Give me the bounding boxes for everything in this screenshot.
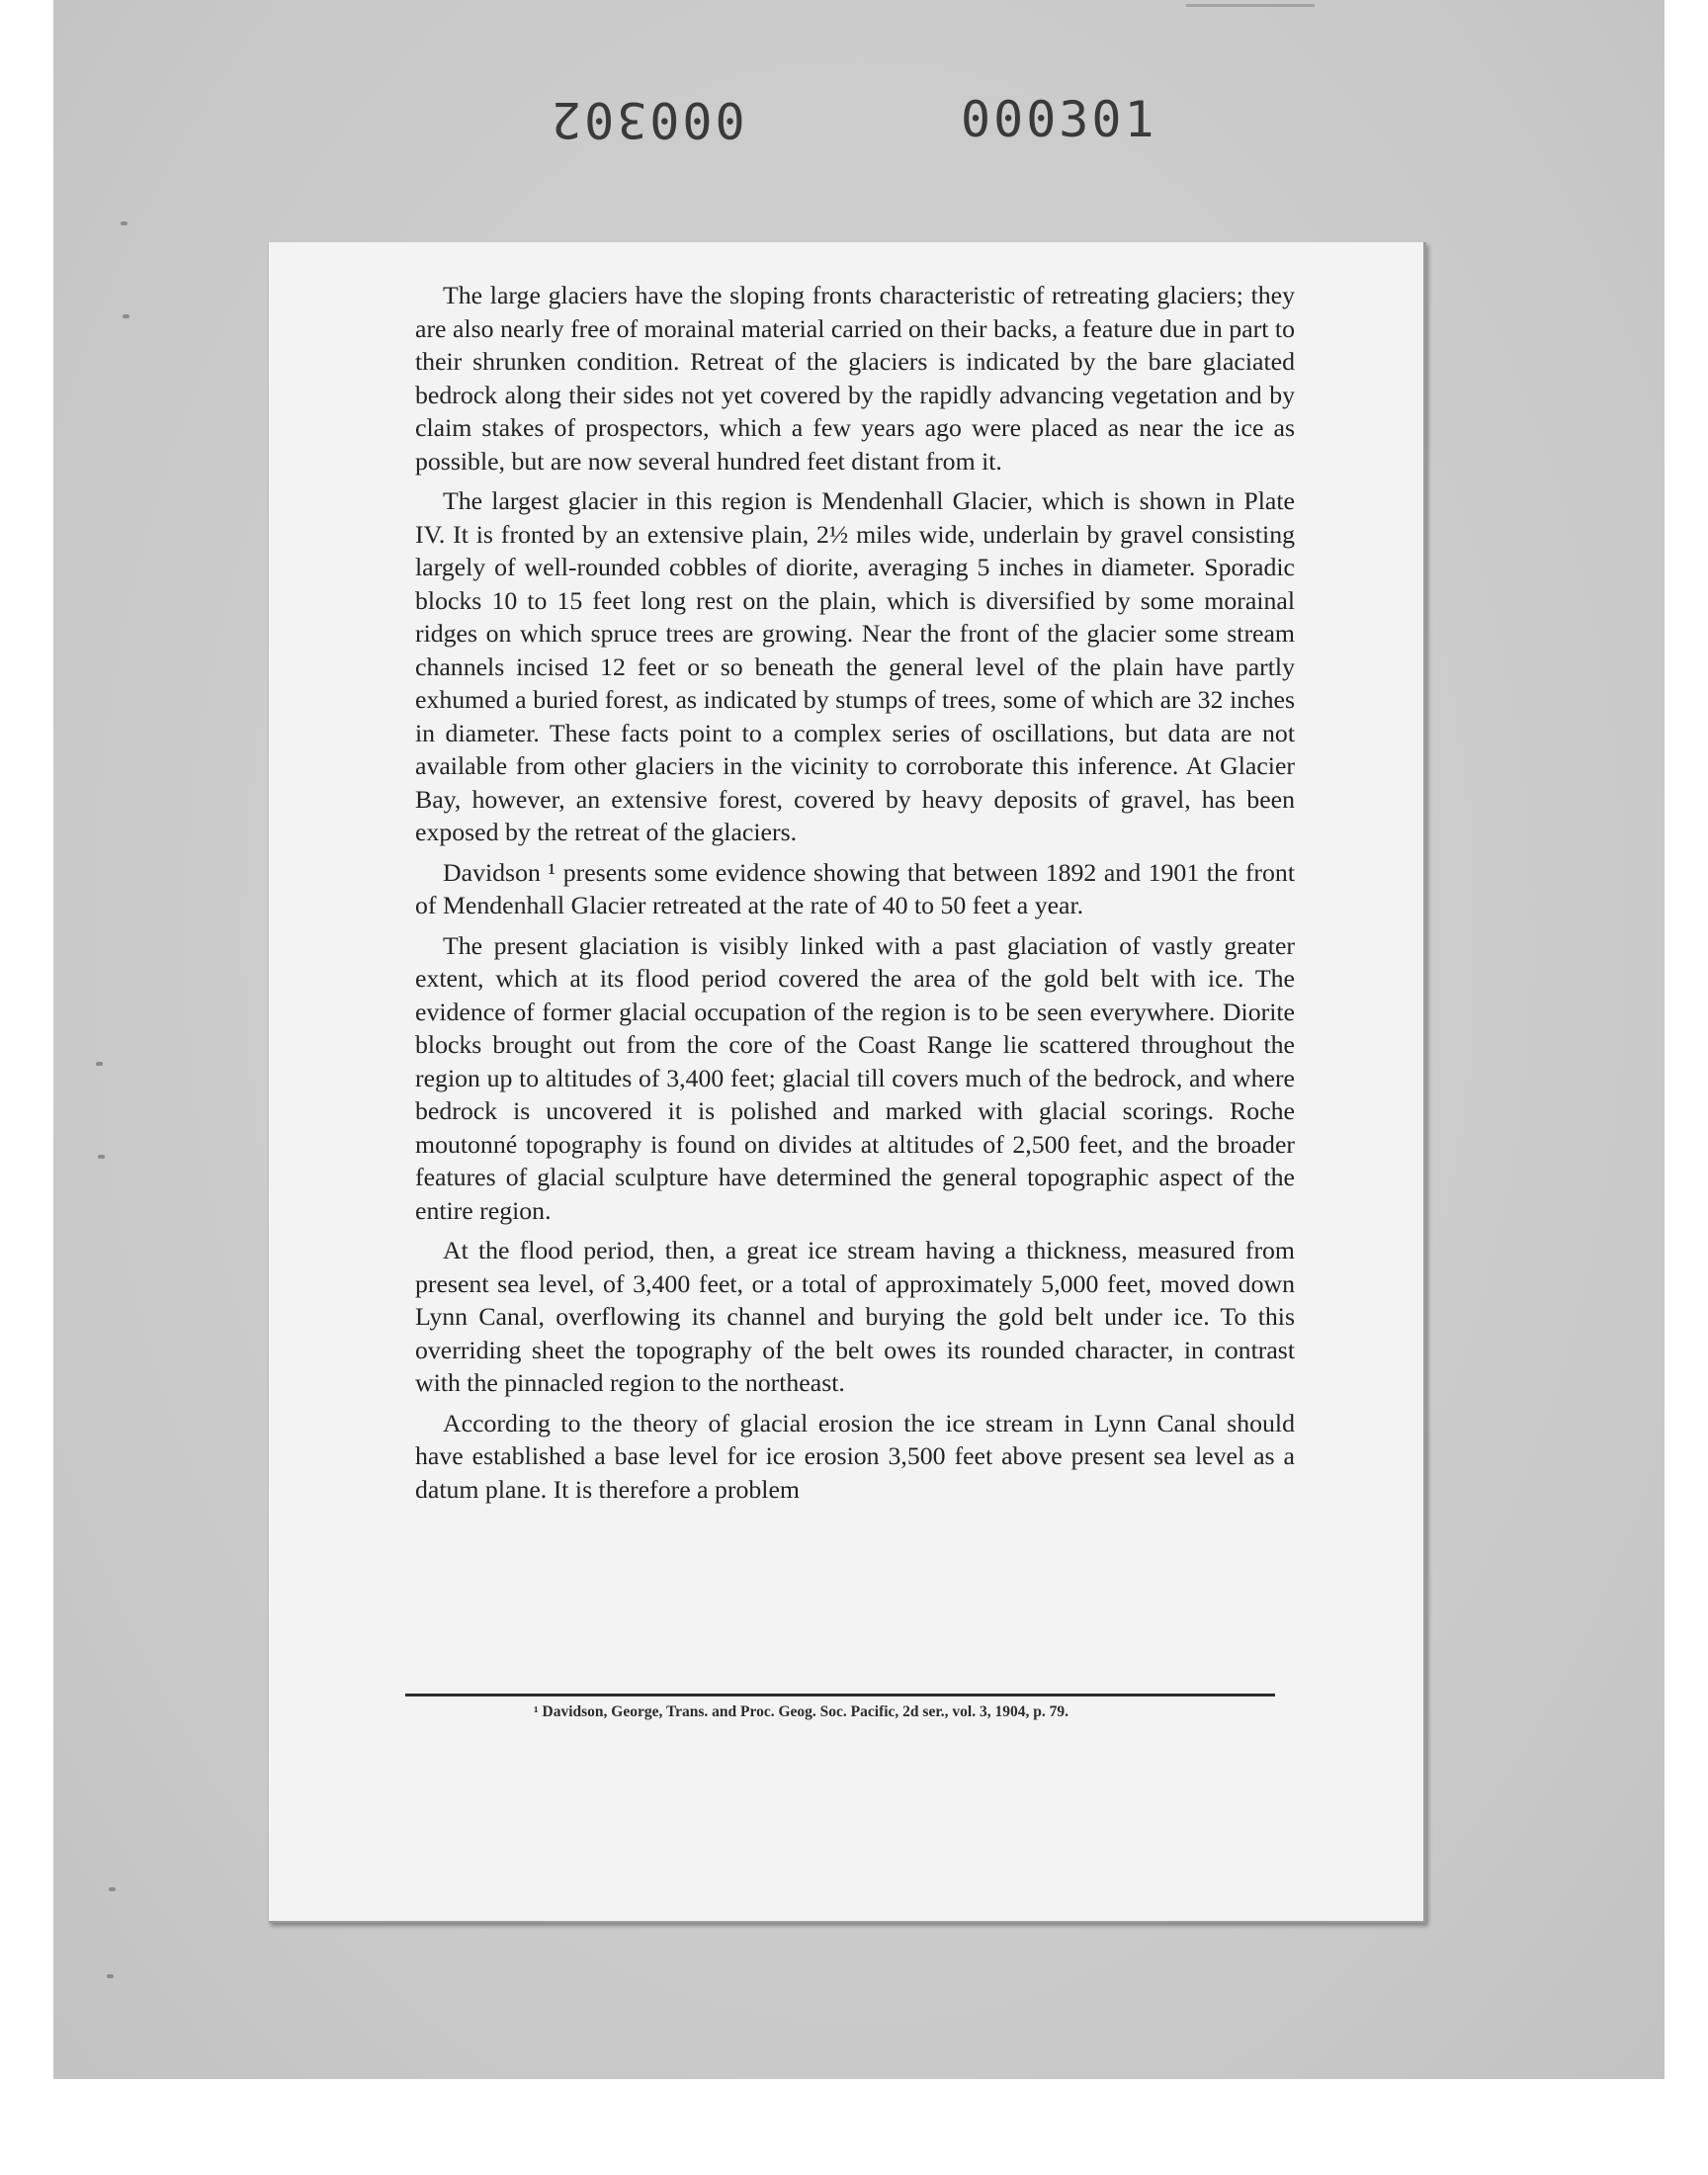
paragraph: At the flood period, then, a great ice stream having a thickness, measured from present sea level, of 3,400 feet, or a total of approximately 5,000 feet, moved down Lynn Canal, overflowing its channel and burying the gold belt under ice. To this overriding sheet the topography of the belt owes its rounded character, in contrast with the pinnacled region to the northeast.: [415, 1236, 1295, 1397]
body-text: [415, 279, 1295, 1513]
scan-speck: [96, 1062, 103, 1066]
scan-speck: [121, 221, 128, 225]
footnote-rule: [405, 1694, 1275, 1696]
footnote: ¹ Davidson, George, Trans. and Proc. Geog. Soc. Pacific, 2d ser., vol. 3, 1904, p. 79.: [534, 1703, 1068, 1720]
scan-speck: [107, 1974, 114, 1978]
scan-edge-line: [1186, 4, 1315, 7]
page-stamp: 000301: [961, 91, 1157, 148]
scan-speck: [123, 314, 129, 318]
paragraph: Davidson ¹ presents some evidence showing that between 1892 and 1901 the front of Mendenhall Glacier retreated at the rate of 40 to 50 feet a year.: [415, 857, 1295, 919]
page-stamp-inverted: 000302: [549, 91, 745, 148]
paragraph: The large glaciers have the sloping fronts characteristic of retreating glaciers; they are also nearly free of morainal material carried on their backs, a feature due in part to their shrunken condition. Retreat of the glaciers is indicated by the bare glaciated bedrock along their sides not yet covered by the rapidly advancing vegetation and by claim stakes of prospectors, which a few years ago were placed as near the ice as possible, but are now several hundred feet distant from it.: [415, 281, 1295, 476]
paragraph: According to the theory of glacial erosion the ice stream in Lynn Canal should have established a base level for ice erosion 3,500 feet above present sea level as a datum plane. It is therefore a problem: [415, 1408, 1295, 1504]
scan-speck: [98, 1155, 105, 1159]
document-page: [269, 242, 1426, 1923]
scan-speck: [109, 1887, 116, 1891]
paragraph: The largest glacier in this region is Mendenhall Glacier, which is shown in Plate IV. It is fronted by an extensive plain, 2½ miles wide, underlain by gravel consisting largely of well-rounded cobbles of diorite, averaging 5 inches in diameter. Sporadic blocks 10 to 15 feet long rest on the plain, which is diversified by some morainal ridges on which spruce trees are growing. Near the front of the glacier some stream channels incised 12 feet or so beneath the general level of the plain have partly exhumed a buried forest, as indicated by stumps of trees, some of which are 32 inches in diameter. These facts point to a complex series of oscillations, but data are not available from other glaciers in the vicinity to corroborate this inference. At Glacier Bay, however, an extensive forest, covered by heavy deposits of gravel, has been exposed by the retreat of the glaciers.: [415, 486, 1295, 846]
paragraph: The present glaciation is visibly linked with a past glaciation of vastly greater extent, which at its flood period covered the area of the gold belt with ice. The evidence of former glacial occupation of the region is to be seen everywhere. Diorite blocks brought out from the core of the Coast Range lie scattered throughout the region up to altitudes of 3,400 feet; glacial till covers much of the bedrock, and where bedrock is uncovered it is polished and marked with glacial scorings. Roche moutonné topography is found on divides at altitudes of 2,500 feet, and the broader features of glacial sculpture have determined the general topographic aspect of the entire region.: [415, 930, 1295, 1225]
